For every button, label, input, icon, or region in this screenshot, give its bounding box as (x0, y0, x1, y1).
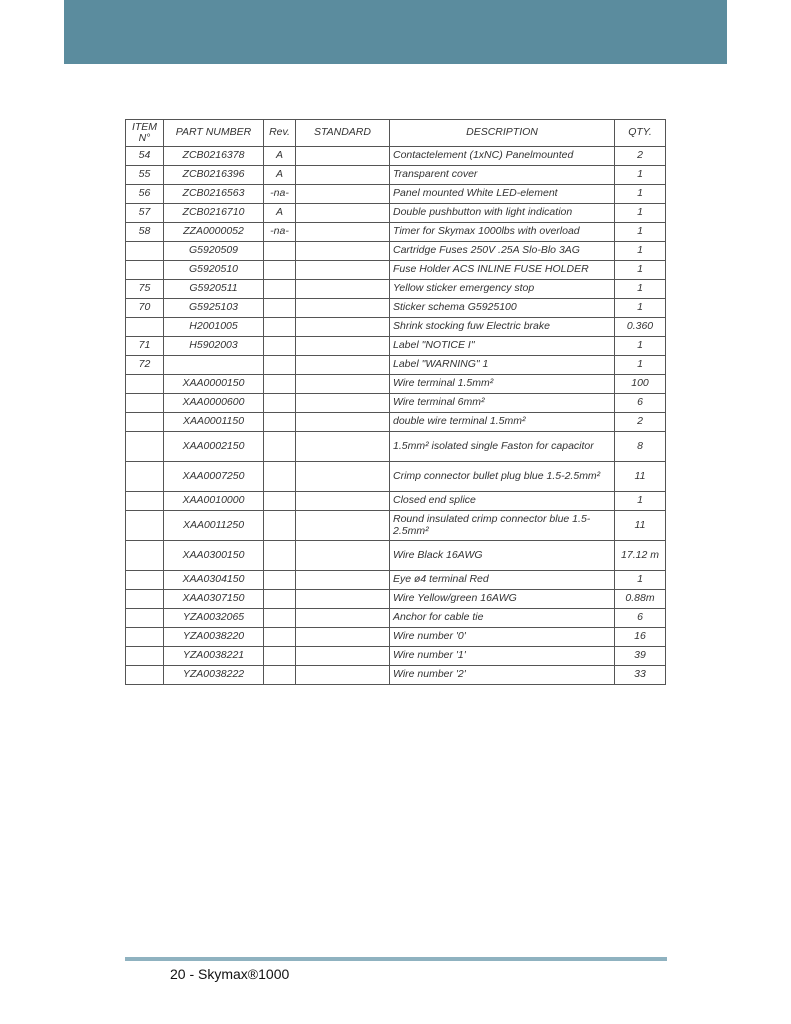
cell-rev: A (264, 166, 296, 185)
cell-item-number (126, 647, 164, 666)
table-row (126, 299, 666, 318)
cell-part-number: XAA0007250 (164, 462, 264, 492)
cell-description: Wire terminal 6mm² (390, 394, 615, 413)
cell-qty: 17.12 m (615, 541, 666, 571)
cell-item-number (126, 666, 164, 685)
cell-part-number: ZCB0216563 (164, 185, 264, 204)
cell-qty: 39 (615, 647, 666, 666)
cell-item-number (126, 609, 164, 628)
cell-standard (296, 394, 390, 413)
cell-item-number (126, 432, 164, 462)
cell-description: Fuse Holder ACS INLINE FUSE HOLDER (390, 261, 615, 280)
cell-standard (296, 628, 390, 647)
table-row (126, 413, 666, 432)
cell-item-number (126, 511, 164, 541)
cell-qty: 8 (615, 432, 666, 462)
cell-item-number (126, 394, 164, 413)
table-header (126, 120, 666, 147)
cell-rev: A (264, 204, 296, 223)
cell-standard (296, 647, 390, 666)
cell-description: Label "NOTICE I" (390, 337, 615, 356)
cell-rev (264, 571, 296, 590)
table-row (126, 356, 666, 375)
cell-description: Round insulated crimp connector blue 1.5-2.5mm² (390, 511, 615, 541)
cell-qty: 0.360 (615, 318, 666, 337)
cell-description: Anchor for cable tie (390, 609, 615, 628)
cell-part-number: XAA0001150 (164, 413, 264, 432)
cell-qty: 1 (615, 571, 666, 590)
cell-rev (264, 511, 296, 541)
cell-qty: 1 (615, 280, 666, 299)
cell-qty: 1 (615, 242, 666, 261)
cell-standard (296, 609, 390, 628)
cell-qty: 11 (615, 511, 666, 541)
cell-rev (264, 413, 296, 432)
cell-description: Wire number '2' (390, 666, 615, 685)
cell-item-number: 56 (126, 185, 164, 204)
page-footer-label: 20 - Skymax®1000 (170, 966, 290, 982)
cell-qty: 1 (615, 223, 666, 242)
table-row (126, 185, 666, 204)
cell-item-number: 54 (126, 147, 164, 166)
cell-description: Closed end splice (390, 492, 615, 511)
cell-qty: 1 (615, 356, 666, 375)
cell-qty: 6 (615, 394, 666, 413)
cell-qty: 2 (615, 413, 666, 432)
table-row (126, 541, 666, 571)
cell-part-number: YZA0038220 (164, 628, 264, 647)
cell-qty: 33 (615, 666, 666, 685)
cell-standard (296, 511, 390, 541)
table-row (126, 647, 666, 666)
cell-standard (296, 204, 390, 223)
cell-description: Wire terminal 1.5mm² (390, 375, 615, 394)
cell-item-number: 58 (126, 223, 164, 242)
header-part-number: PART NUMBER (164, 120, 264, 147)
cell-part-number: ZCB0216710 (164, 204, 264, 223)
header-band (64, 0, 727, 64)
table-row (126, 462, 666, 492)
cell-rev (264, 394, 296, 413)
cell-description: Crimp connector bullet plug blue 1.5-2.5mm² (390, 462, 615, 492)
cell-part-number: G5920511 (164, 280, 264, 299)
cell-description: Double pushbutton with light indication (390, 204, 615, 223)
cell-qty: 16 (615, 628, 666, 647)
cell-rev (264, 590, 296, 609)
cell-description: Panel mounted White LED-element (390, 185, 615, 204)
table-body (126, 147, 666, 685)
cell-rev (264, 647, 296, 666)
table-row (126, 166, 666, 185)
table-row (126, 628, 666, 647)
cell-qty: 2 (615, 147, 666, 166)
cell-part-number: G5920509 (164, 242, 264, 261)
cell-item-number: 75 (126, 280, 164, 299)
cell-standard (296, 261, 390, 280)
table-row (126, 432, 666, 462)
cell-standard (296, 147, 390, 166)
cell-standard (296, 242, 390, 261)
table-row (126, 147, 666, 166)
header-standard: STANDARD (296, 120, 390, 147)
cell-rev (264, 337, 296, 356)
table-row (126, 666, 666, 685)
cell-standard (296, 166, 390, 185)
table-row (126, 337, 666, 356)
cell-rev (264, 318, 296, 337)
cell-standard (296, 541, 390, 571)
cell-rev (264, 432, 296, 462)
cell-item-number: 72 (126, 356, 164, 375)
cell-part-number (164, 356, 264, 375)
cell-description: 1.5mm² isolated single Faston for capacitor (390, 432, 615, 462)
cell-rev (264, 609, 296, 628)
cell-standard (296, 432, 390, 462)
cell-description: Wire Yellow/green 16AWG (390, 590, 615, 609)
cell-item-number: 57 (126, 204, 164, 223)
cell-part-number: YZA0032065 (164, 609, 264, 628)
cell-rev (264, 666, 296, 685)
cell-rev (264, 280, 296, 299)
cell-qty: 1 (615, 492, 666, 511)
cell-part-number: XAA0000150 (164, 375, 264, 394)
cell-description: Eye ø4 terminal Red (390, 571, 615, 590)
cell-standard (296, 590, 390, 609)
cell-part-number: XAA0002150 (164, 432, 264, 462)
cell-item-number (126, 571, 164, 590)
cell-standard (296, 413, 390, 432)
cell-description: Yellow sticker emergency stop (390, 280, 615, 299)
cell-item-number (126, 318, 164, 337)
cell-standard (296, 318, 390, 337)
cell-part-number: YZA0038221 (164, 647, 264, 666)
cell-item-number (126, 462, 164, 492)
cell-part-number: XAA0011250 (164, 511, 264, 541)
cell-description: Sticker schema G5925100 (390, 299, 615, 318)
cell-standard (296, 280, 390, 299)
cell-standard (296, 462, 390, 492)
cell-part-number: YZA0038222 (164, 666, 264, 685)
cell-part-number: XAA0000600 (164, 394, 264, 413)
cell-description: Transparent cover (390, 166, 615, 185)
header-qty: QTY. (615, 120, 666, 147)
cell-qty: 1 (615, 185, 666, 204)
cell-rev (264, 356, 296, 375)
cell-part-number: G5925103 (164, 299, 264, 318)
cell-rev (264, 541, 296, 571)
cell-rev (264, 299, 296, 318)
cell-standard (296, 666, 390, 685)
cell-item-number: 70 (126, 299, 164, 318)
table-row (126, 492, 666, 511)
table-row (126, 609, 666, 628)
table-row (126, 242, 666, 261)
cell-item-number: 71 (126, 337, 164, 356)
table-row (126, 318, 666, 337)
header-description: DESCRIPTION (390, 120, 615, 147)
cell-qty: 100 (615, 375, 666, 394)
header-item-number: ITEM N° (126, 120, 164, 147)
cell-description: Cartridge Fuses 250V .25A Slo-Blo 3AG (390, 242, 615, 261)
cell-rev (264, 462, 296, 492)
cell-standard (296, 356, 390, 375)
cell-part-number: G5920510 (164, 261, 264, 280)
cell-item-number (126, 261, 164, 280)
header-rev: Rev. (264, 120, 296, 147)
cell-item-number: 55 (126, 166, 164, 185)
cell-part-number: H5902003 (164, 337, 264, 356)
table-row (126, 223, 666, 242)
cell-standard (296, 337, 390, 356)
parts-table (125, 119, 666, 685)
table-row (126, 511, 666, 541)
cell-part-number: H2001005 (164, 318, 264, 337)
table-row (126, 261, 666, 280)
cell-description: Timer for Skymax 1000lbs with overload (390, 223, 615, 242)
cell-standard (296, 571, 390, 590)
cell-description: Wire number '1' (390, 647, 615, 666)
cell-part-number: ZCB0216396 (164, 166, 264, 185)
cell-qty: 1 (615, 337, 666, 356)
cell-item-number (126, 541, 164, 571)
cell-item-number (126, 590, 164, 609)
cell-item-number (126, 628, 164, 647)
footer-line (125, 957, 667, 961)
cell-standard (296, 185, 390, 204)
cell-description: Shrink stocking fuw Electric brake (390, 318, 615, 337)
cell-part-number: XAA0010000 (164, 492, 264, 511)
table-row (126, 394, 666, 413)
table-row (126, 204, 666, 223)
cell-part-number: ZZA0000052 (164, 223, 264, 242)
cell-qty: 1 (615, 261, 666, 280)
table-row (126, 571, 666, 590)
cell-description: Wire number '0' (390, 628, 615, 647)
table-row (126, 280, 666, 299)
cell-standard (296, 375, 390, 394)
cell-part-number: ZCB0216378 (164, 147, 264, 166)
cell-qty: 1 (615, 204, 666, 223)
table-row (126, 375, 666, 394)
cell-qty: 1 (615, 166, 666, 185)
cell-part-number: XAA0307150 (164, 590, 264, 609)
cell-rev: A (264, 147, 296, 166)
table-row (126, 590, 666, 609)
cell-rev: -na- (264, 185, 296, 204)
cell-item-number (126, 413, 164, 432)
cell-rev (264, 628, 296, 647)
cell-rev (264, 492, 296, 511)
cell-item-number (126, 492, 164, 511)
cell-rev (264, 242, 296, 261)
cell-description: Wire Black 16AWG (390, 541, 615, 571)
cell-standard (296, 299, 390, 318)
cell-item-number (126, 242, 164, 261)
cell-standard (296, 492, 390, 511)
cell-part-number: XAA0300150 (164, 541, 264, 571)
cell-part-number: XAA0304150 (164, 571, 264, 590)
cell-description: Contactelement (1xNC) Panelmounted (390, 147, 615, 166)
cell-rev: -na- (264, 223, 296, 242)
cell-qty: 6 (615, 609, 666, 628)
cell-qty: 0.88m (615, 590, 666, 609)
cell-qty: 1 (615, 299, 666, 318)
cell-rev (264, 261, 296, 280)
cell-description: double wire terminal 1.5mm² (390, 413, 615, 432)
cell-qty: 11 (615, 462, 666, 492)
cell-item-number (126, 375, 164, 394)
cell-standard (296, 223, 390, 242)
cell-description: Label "WARNING" 1 (390, 356, 615, 375)
cell-rev (264, 375, 296, 394)
